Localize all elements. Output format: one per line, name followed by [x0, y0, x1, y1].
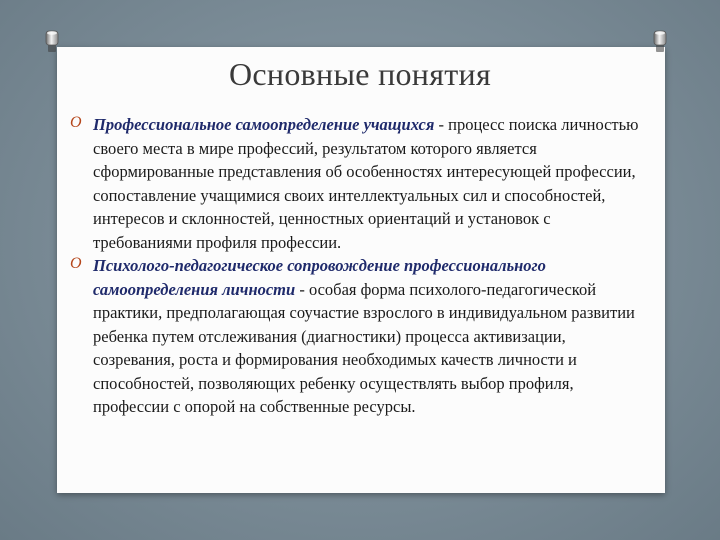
term-definition: - особая форма психолого-педагогической практики, предполагающая соучастие взрослого в индивидуальном развитии ребенка путем отслеживания (диагностики) процесса активизации, созревания, роста и формирования необходимых качеств личности и способностей, позволяющих ребенку осуществлять выбор профиля, профессии с опорой на собственные ресурсы.	[93, 279, 635, 416]
slide-content	[70, 113, 644, 419]
pushpin-icon	[44, 30, 60, 54]
term-label: Профессиональное самоопределение учащихся	[93, 115, 435, 134]
pushpin-icon	[652, 30, 668, 54]
term-label: Психолого-педагогическое сопровождение профессионального самоопределения личности	[93, 256, 546, 299]
item-text	[93, 254, 644, 419]
bullet-marker: O	[70, 255, 82, 272]
slide-title: Основные понятия	[229, 56, 491, 92]
item-text	[93, 113, 644, 254]
term-definition: - процесс поиска личностью своего места в мире профессий, результатом которого является сформированные представления об особенностях интересующей профессии, сопоставление учащимися своих интеллектуальных сил и способностей, интересов и склонностей, ценностных ориентаций и установок с требованиями профиля профессии.	[93, 115, 639, 252]
list-item	[70, 254, 644, 419]
bullet-marker: O	[70, 114, 82, 131]
list-item	[70, 113, 644, 254]
